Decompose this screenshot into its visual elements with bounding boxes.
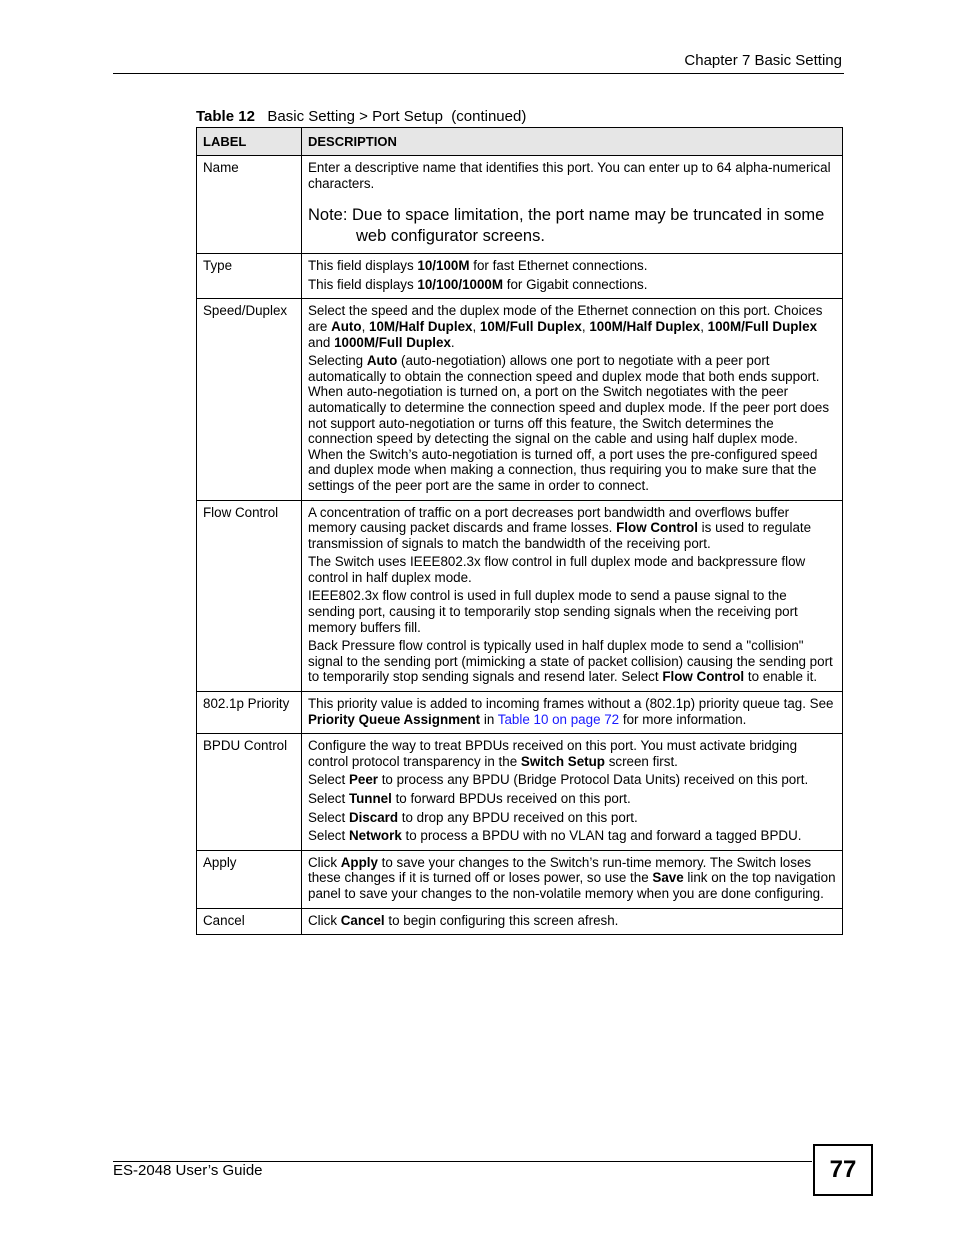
bold-term: Auto [366, 353, 398, 369]
text-segment: IEEE802.3x flow control is used in full duplex mode to send a pause signal to the sending port, causing it to temporarily stop sending signals when the receiving port memory buffers fill. [308, 588, 798, 635]
text-segment: and [308, 334, 335, 350]
note-text: Note: Due to space limitation, the port name may be truncated in some web configurator screens. [308, 206, 825, 246]
text-segment: is used to regulate transmission of signals to match the bandwidth of the receiving port. [308, 520, 812, 551]
row-label: Type [197, 254, 302, 299]
description-paragraph [308, 258, 836, 274]
table-row [197, 254, 843, 299]
description-paragraph [308, 160, 836, 191]
text-segment: link on the top navigation panel to save your changes to the non-volatile memory when you are done configuring. [308, 870, 836, 901]
text-segment: Selecting [308, 353, 367, 369]
description-paragraph [308, 855, 836, 902]
text-segment: This priority value is added to incoming frames without a (802.1p) priority queue tag. See [308, 696, 834, 712]
page-number: 77 [813, 1144, 873, 1196]
bold-term: Switch Setup [520, 753, 605, 769]
table-body [197, 156, 843, 935]
description-paragraph [308, 738, 836, 769]
description-paragraph [308, 554, 836, 585]
table-row [197, 908, 843, 935]
description-paragraph [308, 638, 836, 685]
text-segment: Configure the way to treat BPDUs received on this port. You must activate bridging control protocol transparency in the [308, 738, 798, 769]
text-segment: to process a BPDU with no VLAN tag and forward a tagged BPDU. [401, 828, 802, 844]
text-segment: A concentration of traffic on a port decreases port bandwidth and overflows buffer memory causing packet discards and frame losses. [308, 504, 790, 536]
row-description [302, 692, 843, 734]
row-label: 802.1p Priority [197, 692, 302, 734]
table-row [197, 156, 843, 254]
text-segment: to begin configuring this screen afresh. [384, 912, 619, 928]
bold-term: Discard [348, 809, 399, 825]
row-label: Flow Control [197, 500, 302, 692]
text-segment: Select [308, 809, 349, 825]
text-segment: , [700, 318, 708, 334]
text-segment: , [581, 318, 590, 334]
bold-term: 10M/Half Duplex [369, 318, 473, 334]
row-description [302, 254, 843, 299]
row-description [302, 734, 843, 851]
row-label: Speed/Duplex [197, 299, 302, 500]
text-segment: Click [308, 854, 341, 870]
cross-reference-link[interactable]: Table 10 on page 72 [497, 711, 620, 727]
bold-term: Auto [331, 318, 362, 334]
text-segment: Back Pressure flow control is typically used in half duplex mode to send a "collision" signal to the sending port (mimicking a state of packet collision) causing the sending port to temporarily stop sending signals and resend later. Select [308, 638, 833, 685]
port-setup-table [196, 127, 843, 935]
text-segment: Select [308, 772, 349, 788]
text-segment: This field displays [308, 276, 418, 292]
row-description [302, 908, 843, 935]
row-label: BPDU Control [197, 734, 302, 851]
description-paragraph [308, 303, 836, 350]
bold-term: Save [652, 870, 684, 886]
description-paragraph [308, 791, 836, 807]
text-segment: to drop any BPDU received on this port. [398, 809, 638, 825]
text-segment: This field displays [308, 258, 418, 274]
row-description [302, 156, 843, 254]
table-row [197, 500, 843, 692]
bold-term: Cancel [340, 912, 385, 928]
text-segment: to save your changes to the Switch’s run-time memory. The Switch loses these changes if it is turned off or loses power, so use the [308, 854, 812, 886]
bold-term: Apply [340, 854, 378, 870]
bold-term: 10/100M [417, 258, 470, 274]
text-segment: for fast Ethernet connections. [469, 258, 648, 274]
text-segment: Click [308, 912, 341, 928]
text-segment: screen first. [604, 753, 678, 769]
bold-term: Network [348, 828, 402, 844]
bold-term: 1000M/Full Duplex [334, 334, 451, 350]
column-header-description: DESCRIPTION [302, 128, 843, 156]
description-paragraph [308, 588, 836, 635]
text-segment: Select the speed and the duplex mode of the Ethernet connection on this port. Choices are [308, 303, 823, 334]
text-segment: , [472, 318, 480, 334]
description-paragraph [308, 277, 836, 293]
description-paragraph [308, 505, 836, 552]
table-header-row [197, 128, 843, 156]
text-segment: Enter a descriptive name that identifies this port. You can enter up to 64 alpha-numerical characters. [308, 160, 831, 191]
row-label: Name [197, 156, 302, 254]
header-divider [113, 73, 844, 74]
text-segment: (auto-negotiation) allows one port to negotiate with a peer port automatically to obtain the connection speed and duplex mode that both ends support. When auto-negotiation is turned on, a port on the Switch negotiates with the peer automatically to determine the connection speed and duplex mode. If the peer port does not support auto-negotiation or turns off this feature, the Switch determines the connection speed by detecting the signal on the cable and using half duplex mode. When the Switch’s auto-negotiation is turned off, a port uses the pre-configured speed and duplex mode when making a connection, thus requiring you to make sure that the settings of the peer port are the same in order to connect. [308, 353, 830, 493]
bold-term: Flow Control [662, 669, 745, 685]
chapter-header: Chapter 7 Basic Setting [684, 52, 842, 69]
bold-term: 100M/Full Duplex [707, 318, 818, 334]
description-paragraph [308, 772, 836, 788]
text-segment: in [480, 711, 498, 727]
guide-title: ES-2048 User’s Guide [113, 1162, 263, 1179]
bold-term: Tunnel [348, 791, 392, 806]
bold-term: Priority Queue Assignment [308, 711, 481, 727]
description-paragraph [308, 353, 836, 493]
description-paragraph [308, 696, 836, 727]
bold-term: 10M/Full Duplex [479, 318, 582, 334]
bold-term: Peer [348, 772, 378, 788]
description-paragraph [308, 810, 836, 826]
text-segment: The Switch uses IEEE802.3x flow control in full duplex mode and backpressure flow control in half duplex mode. [308, 554, 806, 585]
table-caption-label: Table 12 [196, 108, 255, 125]
text-segment: to process any BPDU (Bridge Protocol Data Units) received on this port. [377, 772, 809, 788]
row-description [302, 299, 843, 500]
table-caption-text: Basic Setting > Port Setup (continued) [254, 108, 527, 125]
row-label: Apply [197, 850, 302, 908]
table-row [197, 692, 843, 734]
table-row [197, 734, 843, 851]
description-paragraph [308, 913, 836, 929]
description-paragraph [308, 828, 836, 844]
row-description [302, 500, 843, 692]
table-row [197, 850, 843, 908]
text-segment: . [450, 334, 455, 350]
table-caption [196, 108, 526, 126]
bold-term: 10/100/1000M [417, 276, 504, 292]
text-segment: Select [308, 791, 349, 806]
column-header-label: LABEL [197, 128, 302, 156]
text-segment: to enable it. [744, 669, 818, 685]
table-row [197, 299, 843, 500]
bold-term: 100M/Half Duplex [589, 318, 701, 334]
text-segment: , [361, 318, 370, 334]
bold-term: Flow Control [616, 520, 698, 536]
row-description [302, 850, 843, 908]
text-segment: for Gigabit connections. [503, 276, 648, 292]
text-segment: for more information. [619, 711, 747, 727]
text-segment: to forward BPDUs received on this port. [391, 791, 631, 806]
row-label: Cancel [197, 908, 302, 935]
text-segment: Select [308, 828, 349, 844]
